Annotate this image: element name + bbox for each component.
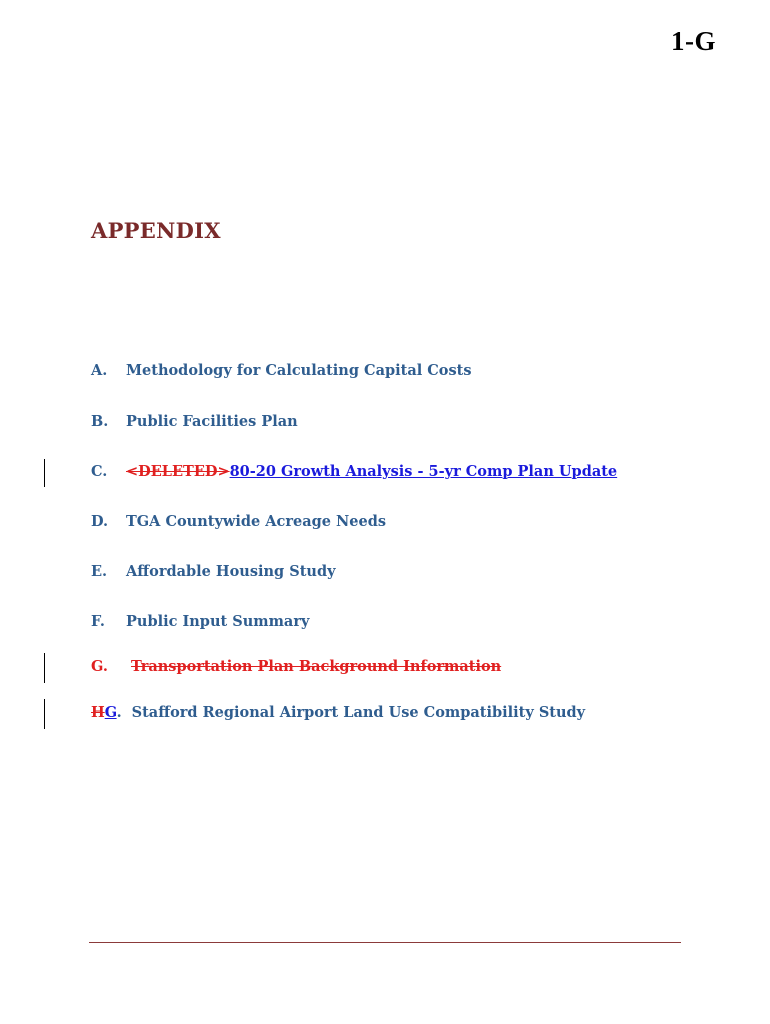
appendix-item-b: [91, 413, 298, 430]
item-letter: B.: [91, 413, 109, 430]
appendix-item-a: [91, 362, 472, 379]
appendix-item-c: [91, 463, 617, 480]
item-letter: G.: [91, 658, 108, 675]
appendix-item-f: [91, 613, 309, 630]
item-title: Public Input Summary: [126, 613, 310, 630]
item-letter: C.: [91, 463, 108, 480]
appendix-heading: APPENDIX: [91, 218, 221, 243]
deleted-text: <DELETED>: [126, 463, 230, 480]
item-letter: D.: [91, 513, 109, 530]
change-bar: [44, 459, 45, 487]
appendix-item-h: [91, 704, 585, 721]
item-title: Affordable Housing Study: [126, 563, 336, 580]
deleted-letter: H: [91, 704, 105, 721]
item-letter: E.: [91, 563, 108, 580]
inserted-letter: G: [104, 704, 117, 721]
appendix-item-d: [91, 513, 386, 530]
item-title: Methodology for Calculating Capital Costs: [126, 362, 472, 379]
item-letter: A.: [91, 362, 108, 379]
item-title: TGA Countywide Acreage Needs: [126, 513, 387, 530]
page-number: 1-G: [671, 26, 716, 56]
item-letter: F.: [91, 613, 105, 630]
footer-rule: [89, 942, 681, 943]
deleted-text: Transportation Plan Background Information: [131, 658, 502, 675]
item-title: Stafford Regional Airport Land Use Compatibility Study: [131, 704, 586, 721]
item-title: Public Facilities Plan: [126, 413, 298, 430]
appendix-item-g-deleted: [91, 658, 501, 675]
inserted-text: 80-20 Growth Analysis - 5-yr Comp Plan Update: [229, 463, 618, 480]
change-bar: [44, 699, 45, 729]
item-punct: .: [116, 704, 122, 721]
change-bar: [44, 653, 45, 683]
appendix-item-e: [91, 563, 336, 580]
